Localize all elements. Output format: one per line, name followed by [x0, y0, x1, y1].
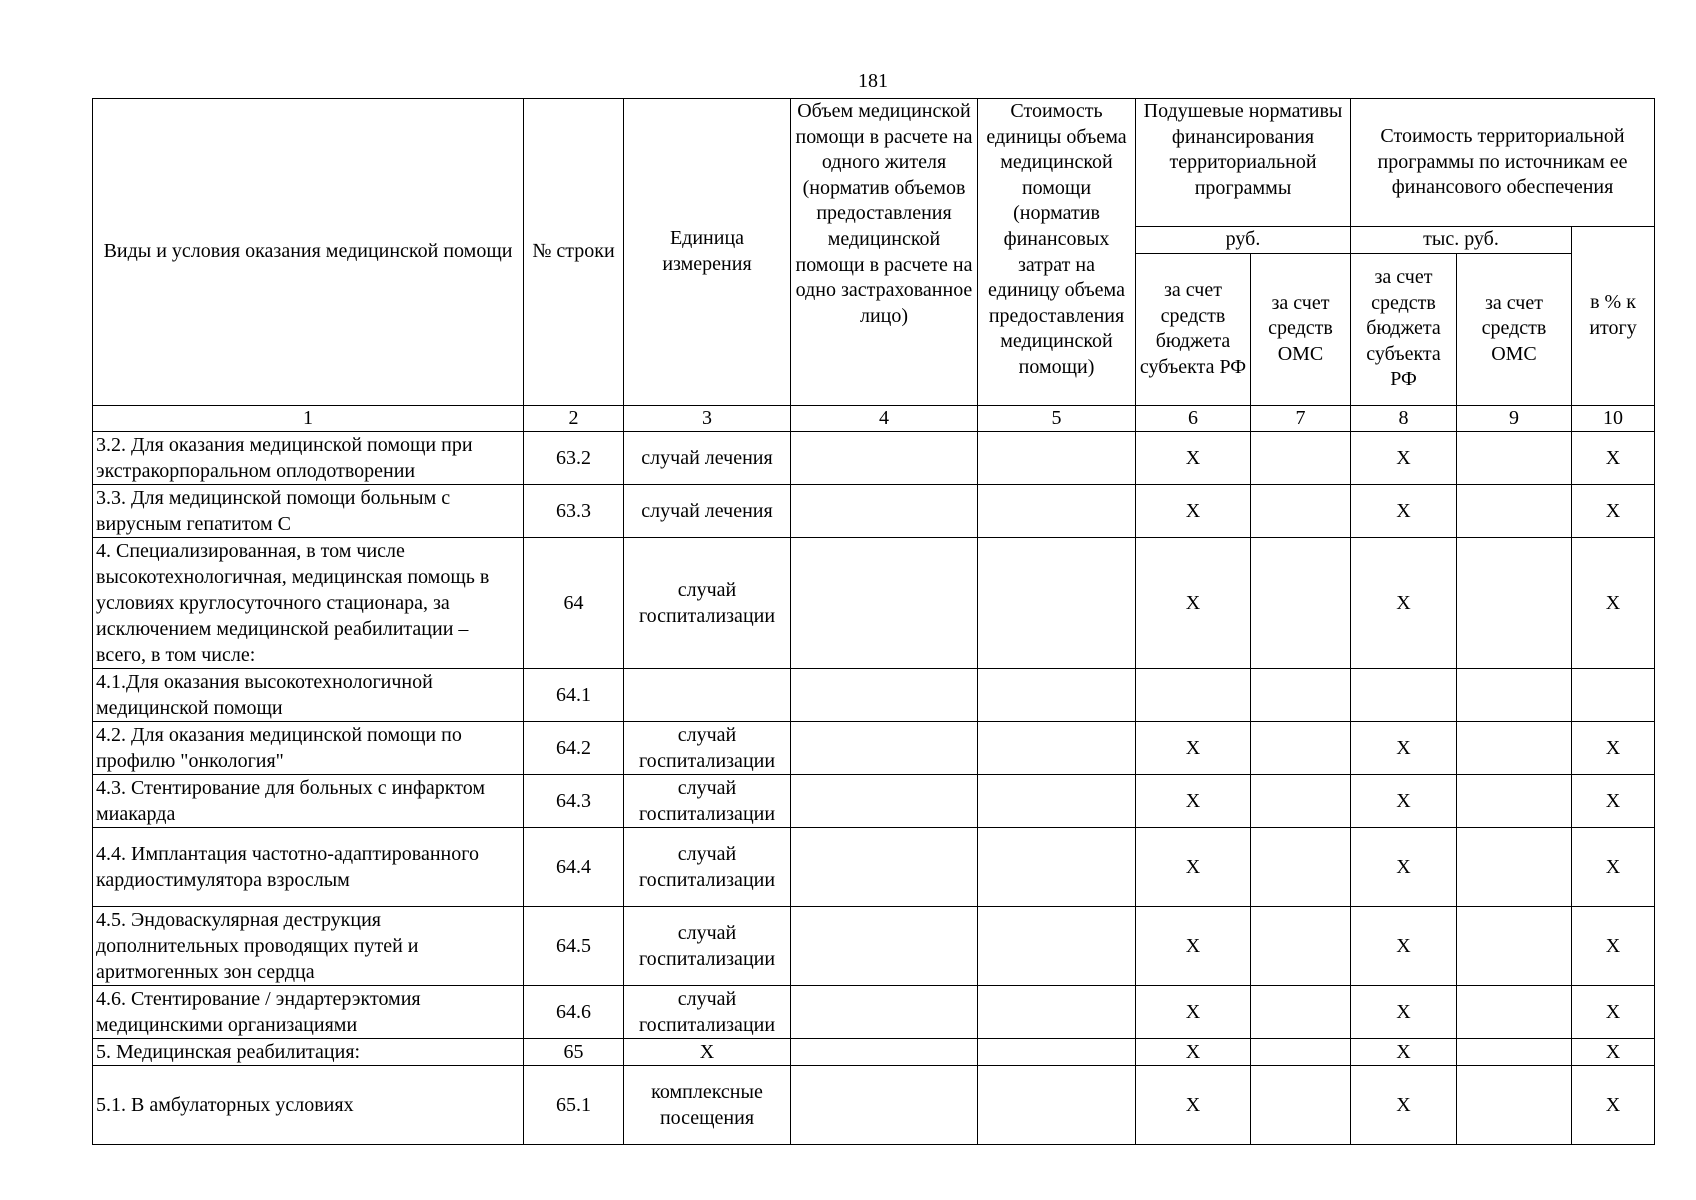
column-number: 8	[1351, 405, 1457, 431]
row-name: 4.1.Для оказания высокотехнологичной медицинской помощи	[93, 668, 524, 721]
table-row	[93, 774, 1655, 827]
row-cell: X	[1572, 906, 1655, 985]
row-cell	[1251, 721, 1351, 774]
column-number: 2	[524, 405, 624, 431]
row-cell: X	[1351, 985, 1457, 1038]
row-cell	[1457, 1065, 1572, 1144]
header-unit: Единица измерения	[624, 99, 791, 406]
row-cell: X	[1572, 431, 1655, 484]
column-number: 9	[1457, 405, 1572, 431]
header-line-number: № строки	[524, 99, 624, 406]
row-cell: X	[1351, 537, 1457, 668]
row-cell	[791, 906, 978, 985]
row-line-number: 64.2	[524, 721, 624, 774]
row-name: 3.2. Для оказания медицинской помощи при экстракорпоральном оплодотворении	[93, 431, 524, 484]
row-cell: X	[1572, 1038, 1655, 1065]
row-line-number: 64.5	[524, 906, 624, 985]
row-unit: случай госпитализации	[624, 827, 791, 906]
column-number: 5	[978, 405, 1136, 431]
row-cell: X	[1136, 827, 1251, 906]
row-cell: X	[1351, 721, 1457, 774]
row-cell	[1251, 1038, 1351, 1065]
row-cell	[791, 484, 978, 537]
column-number: 7	[1251, 405, 1351, 431]
row-unit: случай госпитализации	[624, 985, 791, 1038]
page-number: 181	[858, 70, 888, 92]
row-cell: X	[1351, 1038, 1457, 1065]
table-row	[93, 721, 1655, 774]
header-oms-rub: за счет средств ОМС	[1251, 253, 1351, 405]
row-cell	[791, 537, 978, 668]
row-cell	[1457, 721, 1572, 774]
row-cell: X	[1136, 774, 1251, 827]
row-cell: X	[1136, 537, 1251, 668]
header-volume-per-resident: Объем медицинской помощи в расчете на одного жителя (норматив объемов предоставления медицинской помощи в расчете на одно застрахованное лицо)	[791, 99, 978, 406]
row-unit: случай госпитализации	[624, 537, 791, 668]
row-cell: X	[1572, 721, 1655, 774]
row-cell	[1457, 484, 1572, 537]
row-line-number: 64	[524, 537, 624, 668]
row-line-number: 65.1	[524, 1065, 624, 1144]
row-cell: X	[1136, 985, 1251, 1038]
medical-care-table	[92, 98, 1655, 1145]
table-row	[93, 906, 1655, 985]
column-number: 3	[624, 405, 791, 431]
row-unit	[624, 668, 791, 721]
row-cell	[1251, 537, 1351, 668]
row-cell	[978, 827, 1136, 906]
header-per-capita-norms: Подушевые нормативы финансирования территориальной программы	[1136, 99, 1351, 227]
row-name: 3.3. Для медицинской помощи больным с вирусным гепатитом С	[93, 484, 524, 537]
row-cell	[1251, 906, 1351, 985]
row-name: 4.2. Для оказания медицинской помощи по профилю "онкология"	[93, 721, 524, 774]
header-unit-thousand-rub: тыс. руб.	[1351, 227, 1572, 254]
row-cell	[1457, 431, 1572, 484]
row-cell	[1251, 827, 1351, 906]
row-cell	[1457, 985, 1572, 1038]
row-cell: X	[1351, 431, 1457, 484]
table-row	[93, 668, 1655, 721]
row-cell	[1251, 774, 1351, 827]
row-cell: X	[1572, 1065, 1655, 1144]
row-name: 4. Специализированная, в том числе высокотехнологичная, медицинская помощь в условиях круглосуточного стационара, за исключением медицинской реабилитации – всего, в том числе:	[93, 537, 524, 668]
header-oms-thousand-rub: за счет средств ОМС	[1457, 253, 1572, 405]
row-cell	[1351, 668, 1457, 721]
row-cell: X	[1136, 484, 1251, 537]
header-unit-rub: руб.	[1136, 227, 1351, 254]
row-cell: X	[1136, 1038, 1251, 1065]
row-cell	[978, 668, 1136, 721]
row-cell	[1457, 774, 1572, 827]
row-unit: случай лечения	[624, 484, 791, 537]
column-number: 10	[1572, 405, 1655, 431]
row-cell: X	[1136, 431, 1251, 484]
row-cell	[1572, 668, 1655, 721]
row-cell	[978, 906, 1136, 985]
column-number: 4	[791, 405, 978, 431]
row-cell	[1457, 827, 1572, 906]
row-cell: X	[1572, 827, 1655, 906]
row-cell	[1251, 431, 1351, 484]
row-name: 4.5. Эндоваскулярная деструкция дополнительных проводящих путей и аритмогенных зон сердца	[93, 906, 524, 985]
column-number: 6	[1136, 405, 1251, 431]
row-unit: X	[624, 1038, 791, 1065]
row-name: 5.1. В амбулаторных условиях	[93, 1065, 524, 1144]
row-cell	[1251, 484, 1351, 537]
row-cell: X	[1351, 827, 1457, 906]
table-row	[93, 537, 1655, 668]
header-program-cost: Стоимость территориальной программы по источникам ее финансового обеспечения	[1351, 99, 1655, 227]
row-cell	[978, 431, 1136, 484]
header-types-conditions: Виды и условия оказания медицинской помощи	[93, 99, 524, 406]
table-row	[93, 484, 1655, 537]
row-name: 4.6. Стентирование / эндартерэктомия медицинскими организациями	[93, 985, 524, 1038]
row-cell: X	[1351, 774, 1457, 827]
row-cell	[978, 537, 1136, 668]
row-cell	[978, 1065, 1136, 1144]
row-line-number: 63.2	[524, 431, 624, 484]
row-cell	[791, 774, 978, 827]
row-cell: X	[1351, 906, 1457, 985]
row-cell	[1457, 906, 1572, 985]
row-unit: случай госпитализации	[624, 906, 791, 985]
row-cell	[1457, 668, 1572, 721]
column-number-row	[93, 405, 1655, 431]
row-cell: X	[1136, 906, 1251, 985]
row-cell	[791, 431, 978, 484]
row-cell: X	[1572, 985, 1655, 1038]
row-line-number: 64.6	[524, 985, 624, 1038]
row-cell: X	[1351, 484, 1457, 537]
row-cell	[791, 668, 978, 721]
row-unit: случай госпитализации	[624, 721, 791, 774]
row-cell: X	[1572, 537, 1655, 668]
row-cell	[791, 721, 978, 774]
row-cell: X	[1572, 774, 1655, 827]
row-cell	[1136, 668, 1251, 721]
table-row	[93, 827, 1655, 906]
row-line-number: 64.3	[524, 774, 624, 827]
row-cell	[1251, 668, 1351, 721]
row-unit: случай госпитализации	[624, 774, 791, 827]
row-cell	[978, 1038, 1136, 1065]
header-unit-cost: Стоимость единицы объема медицинской помощи (норматив финансовых затрат на единицу объема предоставления медицинской помощи)	[978, 99, 1136, 406]
row-cell	[978, 721, 1136, 774]
table-row	[93, 1065, 1655, 1144]
column-number: 1	[93, 405, 524, 431]
row-cell	[1251, 1065, 1351, 1144]
row-name: 4.3. Стентирование для больных с инфарктом миакарда	[93, 774, 524, 827]
row-cell	[791, 985, 978, 1038]
row-cell	[978, 774, 1136, 827]
row-cell	[791, 827, 978, 906]
row-line-number: 64.1	[524, 668, 624, 721]
header-percent-of-total: в % к итогу	[1572, 227, 1655, 406]
row-line-number: 64.4	[524, 827, 624, 906]
row-unit: случай лечения	[624, 431, 791, 484]
row-cell	[1251, 985, 1351, 1038]
header-budget-rub: за счет средств бюджета субъекта РФ	[1136, 253, 1251, 405]
row-unit: комплексные посещения	[624, 1065, 791, 1144]
row-name: 5. Медицинская реабилитация:	[93, 1038, 524, 1065]
row-cell: X	[1136, 721, 1251, 774]
row-cell: X	[1351, 1065, 1457, 1144]
row-cell	[978, 985, 1136, 1038]
table-row	[93, 431, 1655, 484]
row-cell	[1457, 1038, 1572, 1065]
table-row	[93, 1038, 1655, 1065]
header-budget-thousand-rub: за счет средств бюджета субъекта РФ	[1351, 253, 1457, 405]
row-cell	[791, 1065, 978, 1144]
row-line-number: 63.3	[524, 484, 624, 537]
row-cell	[1457, 537, 1572, 668]
table-row	[93, 985, 1655, 1038]
row-line-number: 65	[524, 1038, 624, 1065]
row-cell: X	[1136, 1065, 1251, 1144]
row-cell	[978, 484, 1136, 537]
row-name: 4.4. Имплантация частотно-адаптированного кардиостимулятора взрослым	[93, 827, 524, 906]
row-cell	[791, 1038, 978, 1065]
row-cell: X	[1572, 484, 1655, 537]
